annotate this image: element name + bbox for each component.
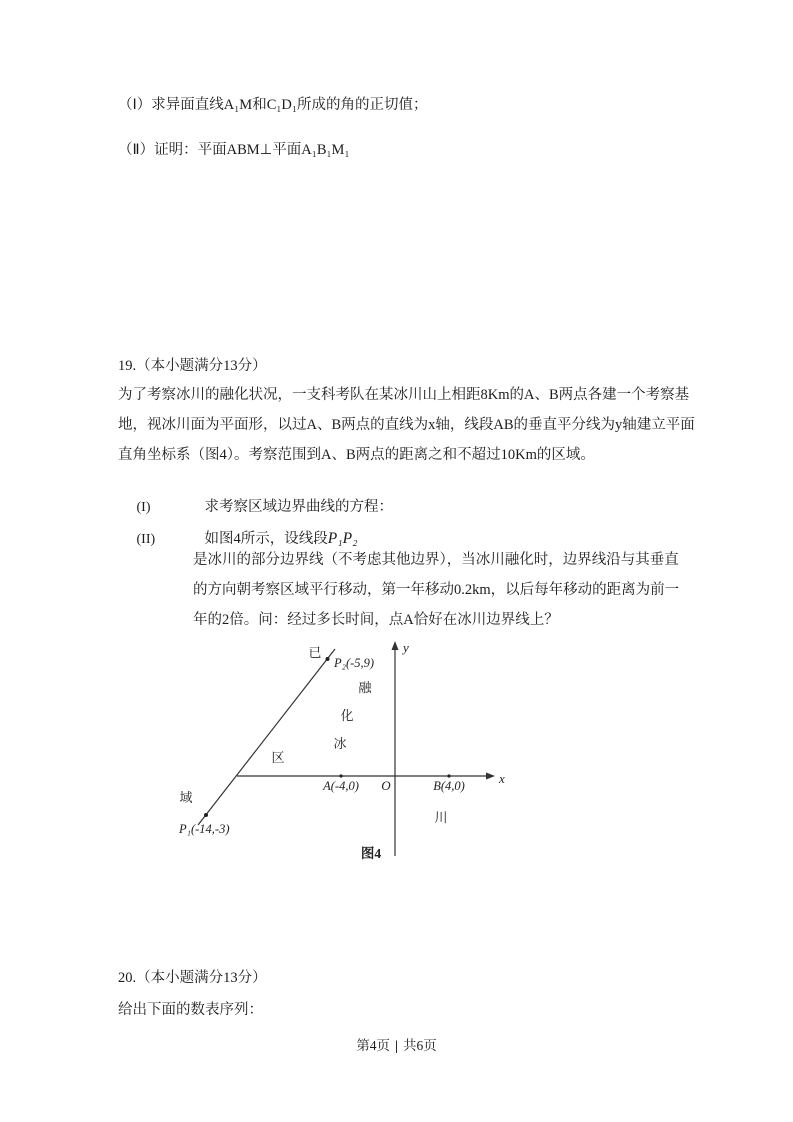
q19-body-line1: 为了考察冰川的融化状况，一支科考队在某冰川山上相距8Km的A、B两点各建一个考察基 [118, 387, 690, 403]
q19-heading: 19.（本小题满分13分） [118, 358, 267, 374]
boundary-line-p1p2 [198, 649, 335, 825]
q19-sub2-label: (II) [136, 532, 156, 547]
q19-sub1-text: 求考察区域边界曲线的方程： [204, 499, 393, 515]
q20-body: 给出下面的数表序列： [118, 1002, 263, 1018]
q19-sub2-text: 如图4所示，设线段 [204, 531, 328, 547]
origin-label: O [381, 778, 391, 793]
q19-body-line3: 直角坐标系（图4）。考察范围到A、B两点的距离之和不超过10Km的区域。 [118, 447, 595, 463]
q19-para-line3: 年的2倍。问：经过多长时间，点A恰好在冰川边界线上？ [193, 612, 559, 628]
q19-sub2-math-segment: P₁P₂ [327, 530, 358, 547]
point-p2 [326, 657, 330, 661]
region-char-area-1: 区 [271, 750, 285, 765]
figure-caption: 图4 [360, 846, 382, 861]
y-axis-arrow-icon [392, 641, 399, 650]
q19-body-line2: 地，视冰川面为平面形，以过A、B两点的直线为x轴，线段AB的垂直平分线为y轴建立平面 [118, 417, 695, 433]
footer-page-total: 共6页 [402, 1038, 437, 1053]
prev-problem-part1: （Ⅰ）求异面直线A₁M和C₁D₁所成的角的正切值； [118, 97, 428, 113]
point-a-label: A(-4,0) [323, 779, 359, 793]
y-axis-label: y [403, 640, 409, 655]
q19-para-line2: 的方向朝考察区域平行移动，第一年移动0.2km，以后每年移动的距离为前一 [193, 582, 680, 598]
figure-4-canvas [165, 636, 525, 872]
point-a [339, 774, 342, 777]
region-char-melted-2: 融 [358, 680, 372, 695]
region-char-area-2: 域 [179, 790, 193, 805]
footer-separator: | [395, 1038, 398, 1053]
x-axis-label: x [499, 771, 505, 786]
q20-heading: 20.（本小题满分13分） [118, 970, 267, 986]
region-char-melted-3: 化 [340, 708, 354, 723]
figure-4 [165, 636, 525, 872]
page-footer [0, 1034, 793, 1054]
point-b-label: B(4,0) [433, 779, 465, 793]
region-char-ice: 冰 [333, 736, 347, 751]
q19-sub1-label: (I) [136, 500, 151, 515]
point-p1 [204, 813, 208, 817]
point-p2-label: P₂(-5,9) [334, 656, 375, 670]
prev-problem-part2: （Ⅱ）证明：平面ABM⊥平面A₁B₁M₁ [118, 142, 350, 158]
region-char-melted-1: 已 [308, 645, 322, 660]
x-axis-arrow-icon [486, 773, 495, 780]
point-p1-label: P₁(-14,-3) [179, 822, 230, 836]
point-b [447, 774, 450, 777]
region-char-river: 川 [434, 810, 448, 825]
footer-page-number: 第4页 [356, 1038, 390, 1053]
q19-para-line1: 是冰川的部分边界线（不考虑其他边界），当冰川融化时，边界线沿与其垂直 [193, 552, 679, 568]
